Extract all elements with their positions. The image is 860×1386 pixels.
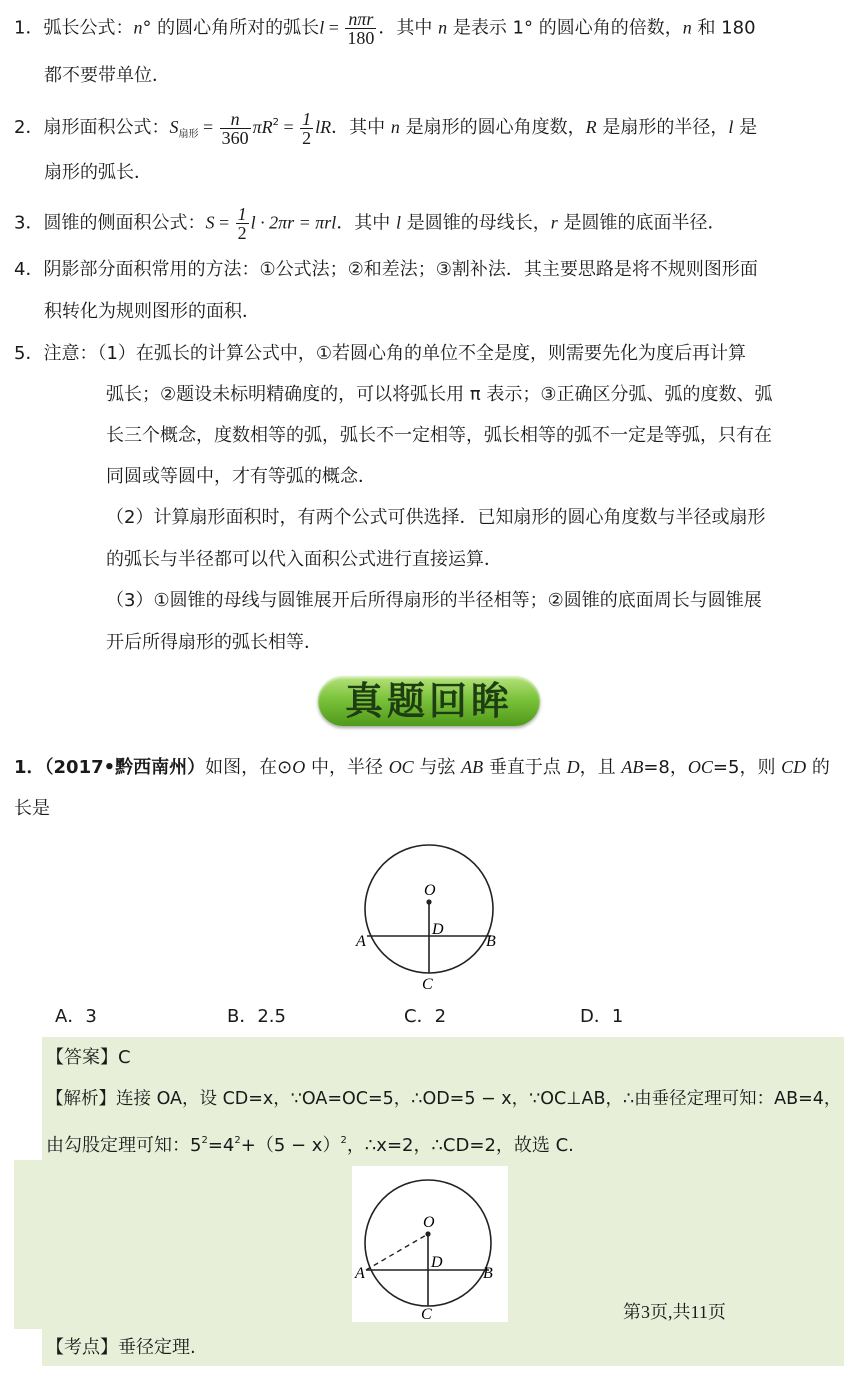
item-3: 3．圆锥的侧面积公式：S = $\frac{1}{2}$ l · 2πr = πrl．其中 l 是圆锥的母线长，r 是圆锥的底面半径． <box>14 204 726 243</box>
dashed-oa <box>366 1234 428 1270</box>
item-4-line-2: 积转化为规则图形的面积． <box>44 301 260 322</box>
solution-figure <box>352 1166 508 1322</box>
item-1-line-2: 都不要带单位． <box>44 65 170 86</box>
label-d: D <box>432 921 444 938</box>
label-b-2: B <box>483 1265 493 1282</box>
sector-area-fraction: $\frac{n}{360}$ <box>221 108 249 148</box>
item-5-line-3: 长三个概念，度数相等的弧，弧长不一定相等，弧长相等的弧不一定是等弧，只有在 <box>106 425 772 446</box>
label-o: O <box>424 882 436 899</box>
circle-figure <box>350 832 510 992</box>
label-c-2: C <box>421 1306 432 1322</box>
label-d-2: D <box>431 1254 443 1271</box>
item-5-line-7: （3）①圆锥的母线与圆锥展开后所得扇形的半径相等；②圆锥的底面周长与圆锥展 <box>106 590 762 611</box>
item-5-line-2: 弧长；②题设未标明精确度的，可以将弧长用 π 表示；③正确区分弧、弧的度数、弧 <box>106 384 773 405</box>
label-a-2: A <box>355 1265 365 1282</box>
item-5-line-6: 的弧长与半径都可以代入面积公式进行直接运算． <box>106 549 502 570</box>
option-b[interactable]: B．2.5 <box>227 1006 286 1027</box>
center-point-2 <box>425 1231 430 1236</box>
arc-length-fraction: $\frac{\text{nπr}}{180}$ <box>347 9 375 48</box>
label-o-2: O <box>423 1214 435 1231</box>
item-1: 1．弧长公式：n° 的圆心角所对的弧长l = $\frac{\text{nπr}}{180}$ ．其中 n 是表示 1° 的圆心角的倍数，n 和 180 <box>14 9 756 48</box>
half-fraction: $\frac{1}{2}$ <box>302 108 312 148</box>
answer-line: 【答案】C <box>46 1047 131 1068</box>
analysis-line-2: 由勾股定理可知：$5^2=4^2+(5 - x)^2$，∴x=2，∴CD=2，故选 C. <box>46 1135 574 1156</box>
analysis-line-1: 【解析】连接 OA，设 CD=x，∵OA=OC=5，∴OD=5 − x，∵OC⊥AB，∴由垂径定理可知：AB=4， <box>46 1089 842 1109</box>
item-5-line-4: 同圆或等圆中，才有等弧的概念． <box>106 466 376 487</box>
cone-half-fraction: $\frac{1}{2}$ <box>237 204 247 243</box>
center-point <box>426 899 431 904</box>
kaodian-line: 【考点】垂径定理. <box>46 1337 196 1358</box>
question-1-line-2: 长是 <box>14 798 50 819</box>
page-footer: 第3页,共11页 <box>623 1302 726 1322</box>
item-2-line-2: 扇形的弧长． <box>44 162 152 183</box>
option-d[interactable]: D．1 <box>580 1006 624 1027</box>
item-2: 2．扇形面积公式：$S_{扇形}$ = $\frac{n}{360}$ $\pi R^2$ = $\frac{1}{2}$ lR．其中 n 是扇形的圆心角度数，R 是扇形的半径，l 是 <box>14 108 758 148</box>
item-5-line-8: 开后所得扇形的弧长相等． <box>106 632 322 653</box>
label-a: A <box>356 933 366 950</box>
option-a[interactable]: A．3 <box>55 1006 97 1027</box>
item-5: 5．注意：（1）在弧长的计算公式中，①若圆心角的单位不全是度，则需要先化为度后再计算 <box>14 343 747 364</box>
option-c[interactable]: C．2 <box>404 1006 447 1027</box>
label-b: B <box>486 933 496 950</box>
question-1: 1．（2017•黔西南州）如图，在⊙O 中，半径 OC 与弦 AB 垂直于点 D，且 AB=8，OC=5，则 CD 的 <box>14 757 830 778</box>
item-5-line-5: （2）计算扇形面积时，有两个公式可供选择．已知扇形的圆心角度数与半径或扇形 <box>106 507 766 528</box>
label-c: C <box>422 976 433 992</box>
item-4: 4．阴影部分面积常用的方法：①公式法；②和差法；③割补法．其主要思路是将不规则图形面 <box>14 259 758 280</box>
section-banner: 真题回眸 <box>318 676 540 726</box>
